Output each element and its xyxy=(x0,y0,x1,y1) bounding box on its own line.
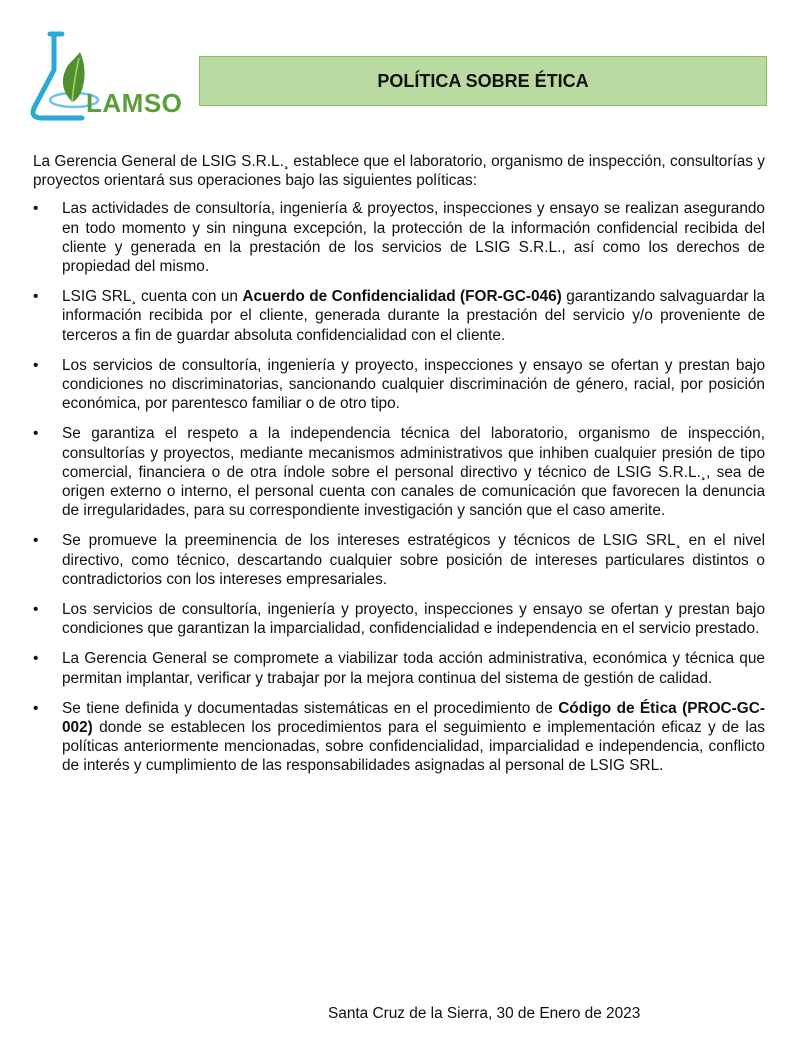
document-body xyxy=(33,152,765,787)
policy-item xyxy=(33,199,765,276)
bullet-icon: • xyxy=(33,532,39,550)
policy-item xyxy=(33,424,765,520)
policy-text: La Gerencia General se compromete a viabilizar toda acción administrativa, económica y técnica que permitan implantar, verificar y trabajar por la mejora continua del sistema de gestión de calidad. xyxy=(62,650,765,687)
policy-text-pre: Se tiene definida y documentadas sistemáticas en el procedimiento de xyxy=(62,699,559,717)
policy-text: Se garantiza el respeto a la independencia técnica del laboratorio, organismo de inspección, consultorías y proyectos, mediante mecanismos administrativos que inhiben cualquier presión de tipo comercial, financiera o de otra índole sobre el personal directivo y técnico de LSIG S.R.L.¸, sea de origen externo o interno, el personal cuenta con canales de comunicación que favorecen la denuncia de irregularidades, para su correspondiente investigación y sanción que el caso amerite. xyxy=(62,425,765,520)
logo-text: LAMSO xyxy=(86,88,183,118)
page-title: POLÍTICA SOBRE ÉTICA xyxy=(377,70,589,91)
policy-item xyxy=(33,287,765,345)
policy-item xyxy=(33,649,765,687)
policy-item xyxy=(33,699,765,776)
bullet-icon: • xyxy=(33,200,39,218)
bullet-icon: • xyxy=(33,425,39,443)
policy-text-pre: LSIG SRL¸ cuenta con un xyxy=(62,288,243,306)
policy-document-reference: Código de Ética (PROC-GC-002) xyxy=(62,699,766,737)
policy-text: Las actividades de consultoría, ingeniería & proyectos, inspecciones y ensayo se realizan asegurando en todo momento y sin ninguna excepción, la protección de la información confidencial recibida del cliente y generada en la prestación de los servicios de LSIG S.R.L., así como los derechos de propiedad del mismo. xyxy=(62,200,765,276)
bullet-icon: • xyxy=(33,699,39,717)
bullet-icon: • xyxy=(33,601,39,619)
policy-document-reference: Acuerdo de Confidencialidad (FOR-GC-046) xyxy=(242,288,562,306)
intro-paragraph: La Gerencia General de LSIG S.R.L.¸ establece que el laboratorio, organismo de inspección, consultorías y proyectos orientará sus operaciones bajo las siguientes políticas: xyxy=(33,153,765,190)
policy-text: Los servicios de consultoría, ingeniería y proyecto, inspecciones y ensayo se ofertan y prestan bajo condiciones que garantizan la imparcialidad, confidencialidad e independencia en el servicio prestado. xyxy=(62,601,765,638)
bullet-icon: • xyxy=(33,356,39,374)
company-logo xyxy=(28,30,203,125)
policy-text-post: garantizando salvaguardar la información recibida por el cliente, generada durante la prestación del servicio y/o proveniente de terceros a fin de guardar absoluta confidencialidad con el cliente. xyxy=(62,288,765,344)
policy-list xyxy=(33,199,765,775)
document-date: Santa Cruz de la Sierra, 30 de Enero de 2023 xyxy=(328,1005,641,1022)
bullet-icon: • xyxy=(33,650,39,668)
page-title-box xyxy=(199,56,767,106)
bullet-icon: • xyxy=(33,288,39,306)
policy-item xyxy=(33,356,765,414)
policy-item xyxy=(33,531,765,589)
policy-text: Se promueve la preeminencia de los intereses estratégicos y técnicos de LSIG SRL¸ en el nivel directivo, como técnico, descartando cualquier sobre posición de intereses particulares distintos o contradictorios con los intereses empresariales. xyxy=(62,532,765,588)
policy-item xyxy=(33,600,765,638)
policy-text-post: donde se establecen los procedimientos para el seguimiento e implementación eficaz y de las políticas anteriormente mencionadas, sobre confidencialidad, imparcialidad e independencia, conflicto de interés y cumplimiento de las responsabilidades asignadas al personal de LSIG SRL. xyxy=(62,719,765,775)
policy-text: Los servicios de consultoría, ingeniería y proyecto, inspecciones y ensayo se ofertan y prestan bajo condiciones no discriminatorias, sancionando cualquier discriminación de género, racial, por posición económica, por parentesco familiar o de otro tipo. xyxy=(62,356,765,413)
